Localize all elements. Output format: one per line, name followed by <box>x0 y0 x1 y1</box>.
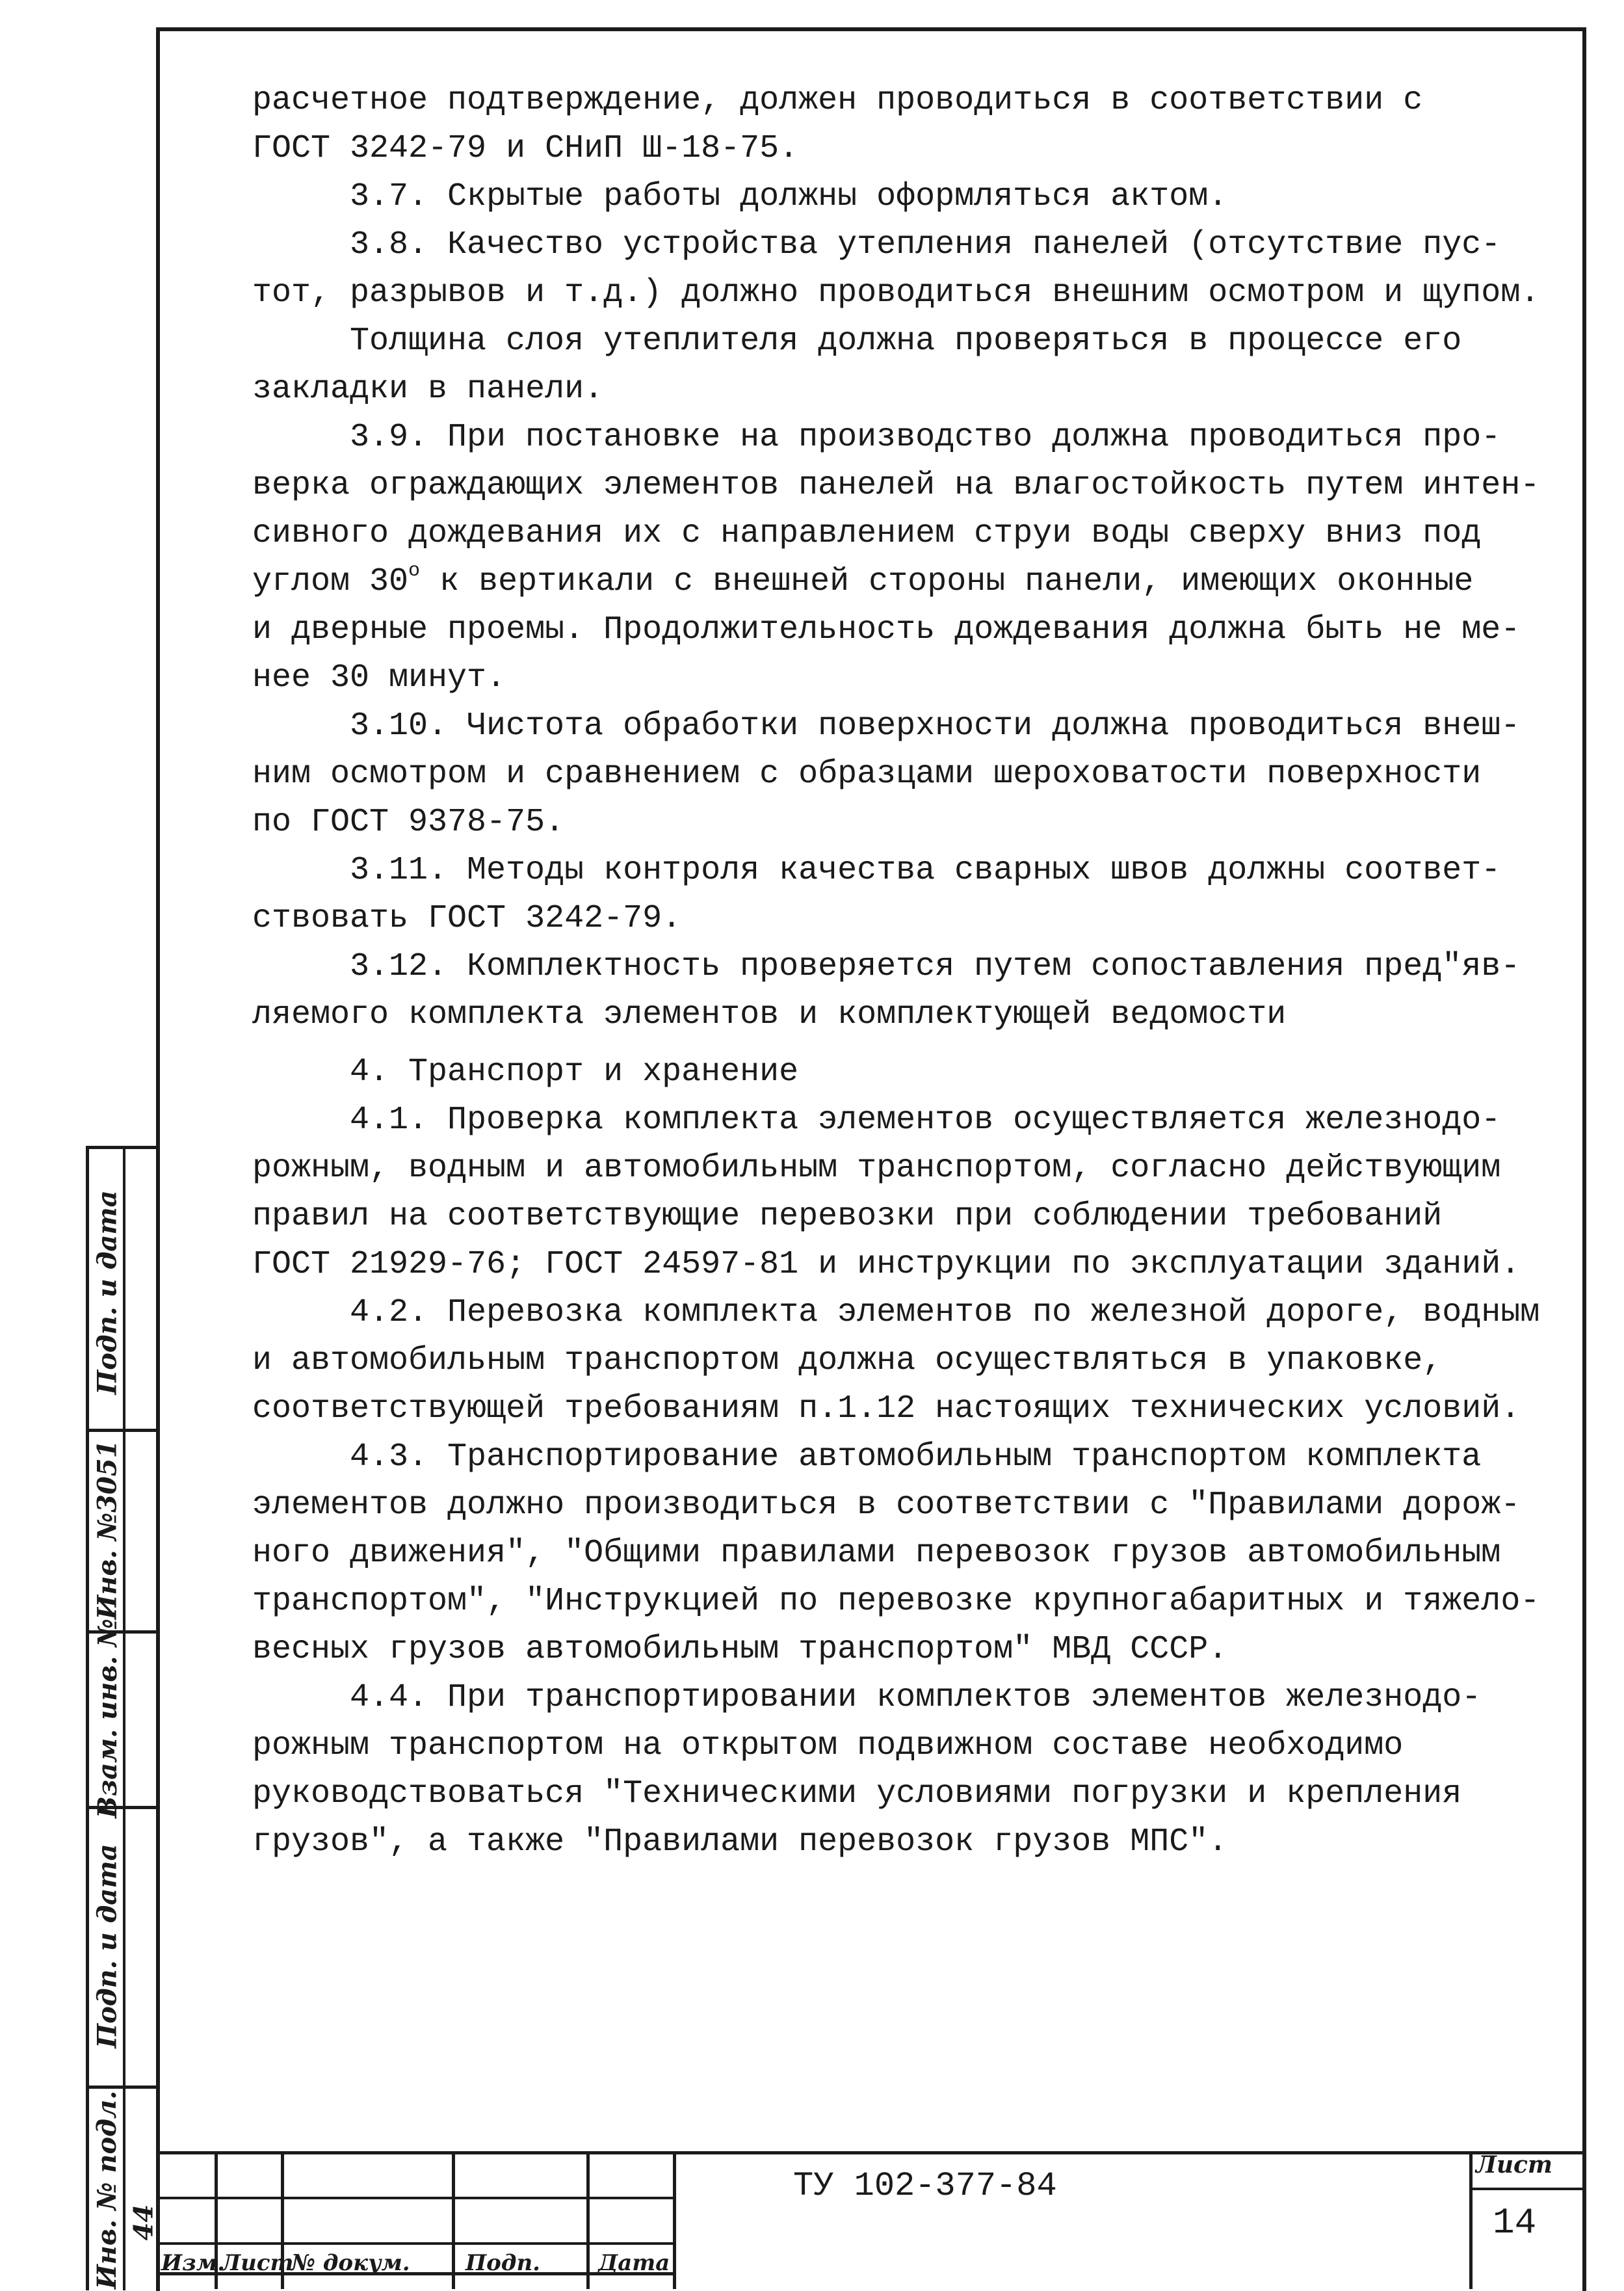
stamp-label: Взам. инв. № <box>92 1618 123 1818</box>
text-line: 4.4. При транспортировании комплектов элементов железнодо- <box>350 1679 1482 1716</box>
text-line: 3.7. Скрытые работы должны оформляться актом. <box>350 178 1228 215</box>
text-line: 3.8. Качество устройства утепления панелей (отсутствие пус- <box>350 226 1501 263</box>
text-line: ствовать ГОСТ 3242-79. <box>252 900 682 937</box>
stamp-divider <box>89 1429 159 1432</box>
sheet-number: 14 <box>1493 2202 1537 2244</box>
document-code: ТУ 102-377-84 <box>793 2167 1057 2205</box>
col-label-sheet: Лист <box>221 2250 294 2276</box>
sheet-label: Лист <box>1476 2151 1553 2178</box>
text-line: Толщина слоя утеплителя должна проверяться в процессе его <box>350 323 1462 360</box>
text-line: тот, разрывов и т.д.) должно проводиться внешним осмотром и щупом. <box>252 274 1540 311</box>
text-line: ГОСТ 3242-79 и СНиП Ш-18-75. <box>252 130 799 167</box>
document-body <box>252 77 1552 1866</box>
text-line: весных грузов автомобильным транспортом" МВД СССР. <box>252 1631 1228 1668</box>
section-heading: 4. Транспорт и хранение <box>350 1053 799 1091</box>
stamp-divider <box>89 2086 159 2089</box>
title-block-border <box>156 2151 1582 2154</box>
text-line: ного движения", "Общими правилами перевозок грузов автомобильным <box>252 1535 1501 1572</box>
text-line: рожным, водным и автомобильным транспортом, согласно действующим <box>252 1150 1501 1187</box>
col-label-change: Изм. <box>161 2250 225 2276</box>
title-block <box>156 2151 1582 2289</box>
text-line: руководствоваться "Техническими условиями погрузки и крепления <box>252 1775 1462 1812</box>
text-line: 4.3. Транспортирование автомобильным транспортом комплекта <box>350 1438 1482 1476</box>
text-line: 4.1. Проверка комплекта элементов осуществляется железнодо- <box>350 1102 1501 1139</box>
text-line: 3.12. Комплектность проверяется путем сопоставления пред"яв- <box>350 948 1521 985</box>
text-line: по ГОСТ 9378-75. <box>252 804 565 841</box>
text-line: и автомобильным транспортом должна осуществляться в упаковке, <box>252 1342 1443 1379</box>
text-line: рожным транспортом на открытом подвижном составе необходимо <box>252 1727 1404 1764</box>
degree-mark: о <box>408 560 421 582</box>
side-stamp <box>86 1146 159 2290</box>
col-label-signature: Подп. <box>465 2250 540 2276</box>
text-fragment: к вертикали с внешней стороны панели, имеющих оконные <box>420 563 1474 600</box>
title-block-col <box>452 2151 455 2289</box>
stamp-label: Подп. и дата <box>92 1189 123 1395</box>
stamp-label: Инв. №3051 <box>92 1440 123 1619</box>
title-block-col <box>673 2151 676 2289</box>
text-line: верка ограждающих элементов панелей на влагостойкость путем интен- <box>252 467 1540 504</box>
text-line: и дверные проемы. Продолжительность дождевания должна быть не ме- <box>252 611 1521 648</box>
text-line: ним осмотром и сравнением с образцами шероховатости поверхности <box>252 756 1482 793</box>
text-line: ГОСТ 21929-76; ГОСТ 24597-81 и инструкции по эксплуатации зданий. <box>252 1246 1521 1283</box>
text-line: элементов должно производиться в соответствии с "Правилами дорож- <box>252 1487 1521 1524</box>
text-line: 3.10. Чистота обработки поверхности должна проводиться внеш- <box>350 708 1521 745</box>
text-line: транспортом", "Инструкцией по перевозке крупногабаритных и тяжело- <box>252 1583 1540 1620</box>
col-label-date: Дата <box>598 2250 670 2276</box>
col-label-doc-number: № докум. <box>291 2250 410 2276</box>
text-fragment: углом 30 <box>252 563 409 600</box>
text-line: нее 30 минут. <box>252 659 506 696</box>
text-line: закладки в панели. <box>252 371 604 408</box>
text-line: соответствующей требованиям п.1.12 настоящих технических условий. <box>252 1390 1521 1427</box>
title-block-row <box>156 2242 675 2245</box>
stamp-label: Инв. № подл. <box>92 2090 123 2289</box>
stamp-label: Подп. и дата <box>92 1843 123 2048</box>
text-line: 3.9. При постановке на производство должна проводиться про- <box>350 419 1501 456</box>
text-line: сивного дождевания их с направлением струи воды сверху вниз под <box>252 515 1482 552</box>
text-line: расчетное подтверждение, должен проводиться в соответствии с <box>252 82 1423 119</box>
text-line: правил на соответствующие перевозки при соблюдении требований <box>252 1198 1443 1235</box>
text-line <box>252 558 1552 606</box>
text-line: ляемого комплекта элементов и комплектующей ведомости <box>252 996 1287 1033</box>
sheet-divider <box>1469 2188 1582 2190</box>
text-line: 4.2. Перевозка комплекта элементов по железной дороге, водным <box>350 1294 1540 1331</box>
title-block-row <box>156 2197 675 2199</box>
text-line: 3.11. Методы контроля качества сварных швов должны соответ- <box>350 852 1501 889</box>
title-block-col <box>586 2151 590 2289</box>
stamp-handwritten: 44 <box>128 2204 159 2240</box>
text-line: грузов", а также "Правилами перевозок грузов МПС". <box>252 1823 1228 1861</box>
title-block-col <box>1469 2151 1473 2289</box>
